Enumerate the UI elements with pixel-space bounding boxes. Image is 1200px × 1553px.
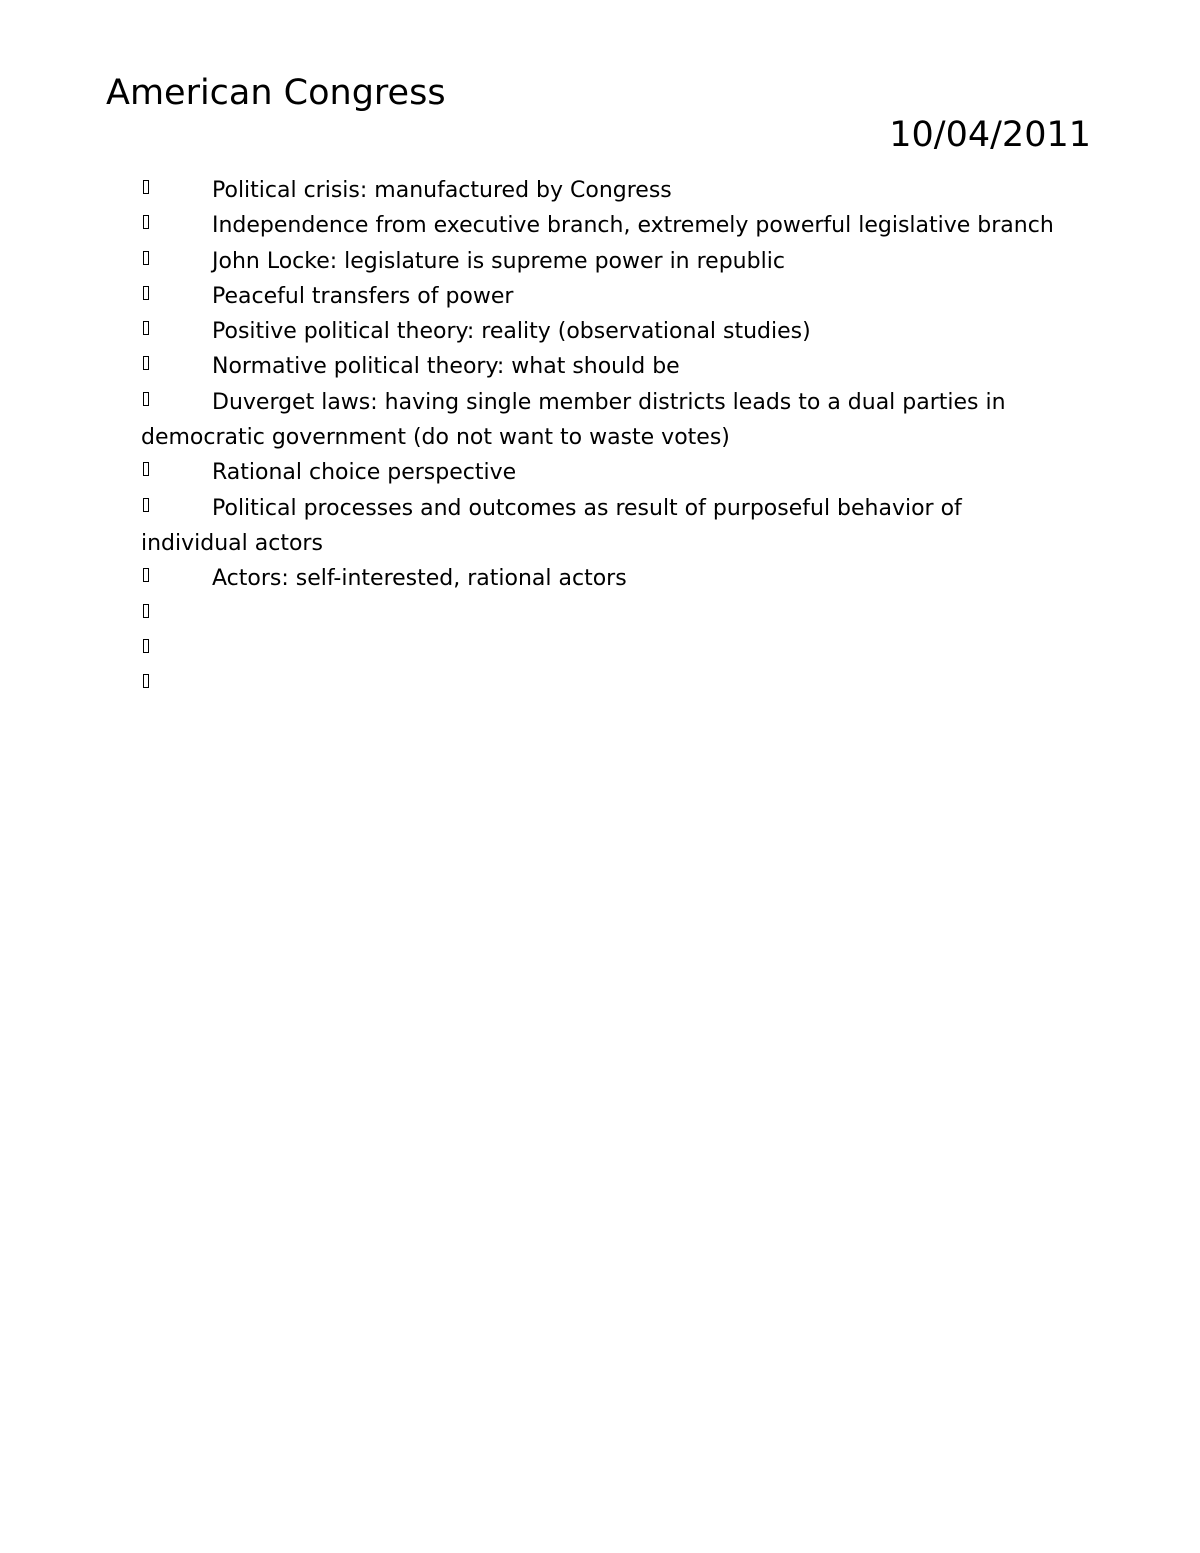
list-item-text: Actors: self-interested, rational actors xyxy=(212,566,627,592)
list-item xyxy=(141,491,1066,562)
list-item xyxy=(141,385,1066,456)
list-item xyxy=(141,561,1066,596)
list-item-text: Normative political theory: what should be xyxy=(212,354,680,380)
list-item xyxy=(141,173,1066,208)
list-item-text: Positive political theory: reality (observational studies) xyxy=(212,319,811,345)
list-item xyxy=(141,455,1066,490)
document-title: American Congress xyxy=(106,73,446,113)
list-item xyxy=(141,279,1066,314)
empty-list-item xyxy=(141,632,1066,667)
document-date: 10/04/2011 xyxy=(889,115,1091,155)
missing-glyph-bullet-icon xyxy=(143,604,149,618)
list-item-text: Independence from executive branch, extremely powerful legislative branch xyxy=(212,213,1054,239)
missing-glyph-bullet-icon xyxy=(143,674,149,688)
missing-glyph-bullet-icon xyxy=(143,286,149,300)
missing-glyph-bullet-icon xyxy=(143,215,149,229)
list-item-text: Political processes and outcomes as result of purposeful behavior of individual actors xyxy=(141,495,962,556)
list-item xyxy=(141,314,1066,349)
list-item-text: John Locke: legislature is supreme power in republic xyxy=(212,248,785,274)
missing-glyph-bullet-icon xyxy=(143,180,149,194)
missing-glyph-bullet-icon xyxy=(143,321,149,335)
missing-glyph-bullet-icon xyxy=(143,462,149,476)
notes-list xyxy=(141,173,1066,702)
missing-glyph-bullet-icon xyxy=(143,498,149,512)
list-item-text: Political crisis: manufactured by Congress xyxy=(212,178,672,203)
list-item-text: Rational choice perspective xyxy=(212,460,517,486)
list-item xyxy=(141,349,1066,384)
empty-list-item xyxy=(141,667,1066,702)
missing-glyph-bullet-icon xyxy=(143,639,149,653)
missing-glyph-bullet-icon xyxy=(143,568,149,582)
list-item xyxy=(141,244,1066,279)
list-item-text: Peaceful transfers of power xyxy=(212,283,514,309)
missing-glyph-bullet-icon xyxy=(143,251,149,265)
list-item xyxy=(141,208,1066,243)
missing-glyph-bullet-icon xyxy=(143,356,149,370)
empty-list-item xyxy=(141,597,1066,632)
list-item-text: Duverget laws: having single member districts leads to a dual parties in democratic government (do not want to waste votes) xyxy=(141,389,1006,451)
missing-glyph-bullet-icon xyxy=(143,392,149,406)
